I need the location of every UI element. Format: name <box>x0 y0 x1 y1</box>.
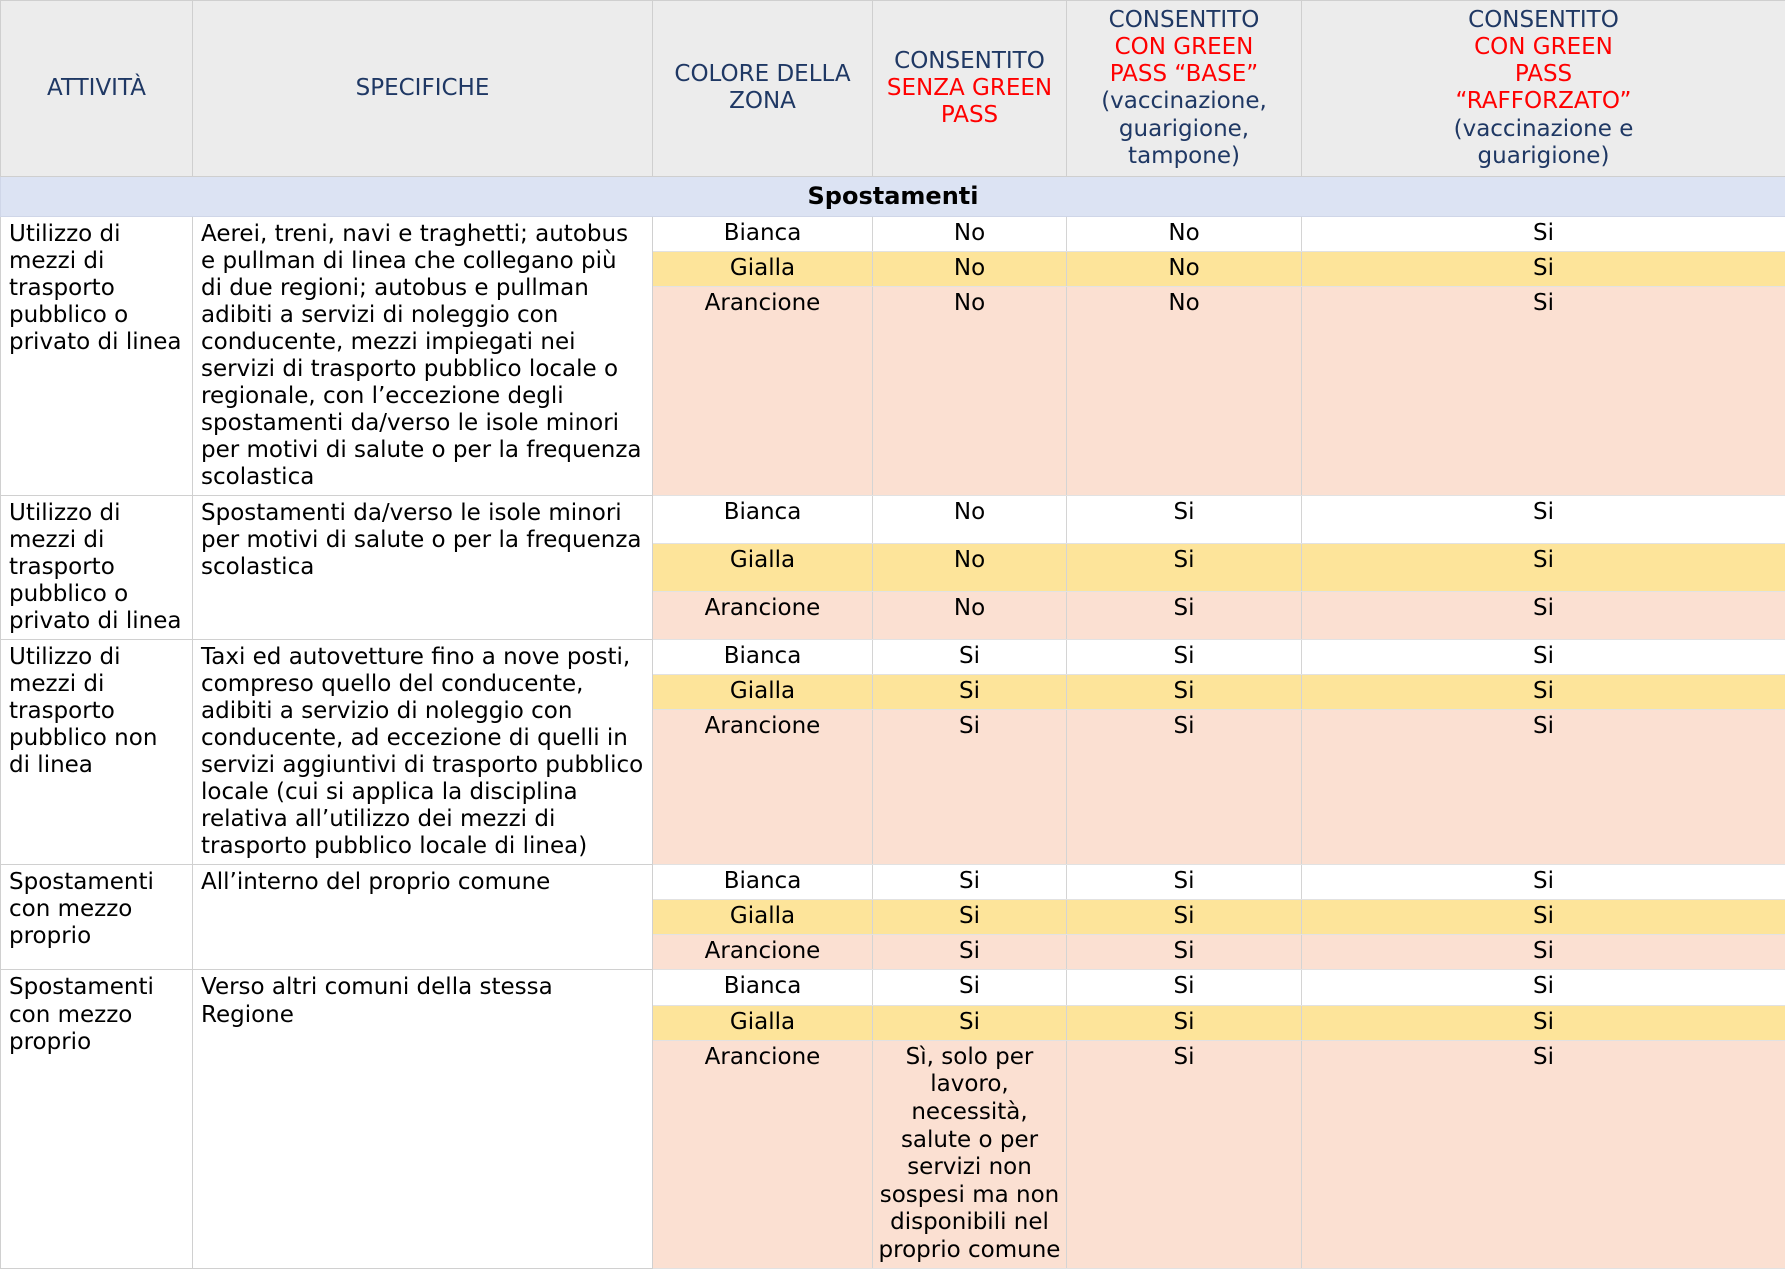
cell-green-pass-rafforzato: Si <box>1302 970 1785 1005</box>
header-line-rafforzato-6: guarigione) <box>1310 143 1777 170</box>
cell-green-pass-rafforzato: Si <box>1302 495 1785 543</box>
cell-zona: Arancione <box>653 935 873 970</box>
cell-green-pass-rafforzato: Si <box>1302 1040 1785 1269</box>
cell-zona: Arancione <box>653 710 873 865</box>
section-title: Spostamenti <box>1 176 1785 216</box>
cell-green-pass-rafforzato: Si <box>1302 675 1785 710</box>
cell-attivita: Spostamenti con mezzo proprio <box>1 970 193 1269</box>
cell-zona: Gialla <box>653 543 873 591</box>
table-row <box>1 639 1785 674</box>
cell-green-pass-rafforzato: Si <box>1302 710 1785 865</box>
cell-zona: Arancione <box>653 287 873 496</box>
cell-attivita: Utilizzo di mezzi di trasporto pubblico non di linea <box>1 639 193 864</box>
cell-specifiche: Spostamenti da/verso le isole minori per motivi di salute o per la frequenza scolastica <box>193 495 653 639</box>
cell-attivita: Utilizzo di mezzi di trasporto pubblico o privato di linea <box>1 495 193 639</box>
header-line-colore-2: ZONA <box>661 88 864 115</box>
cell-senza-green-pass: No <box>873 543 1067 591</box>
cell-senza-green-pass: No <box>873 287 1067 496</box>
header-line-base-5: guarigione, tampone) <box>1075 116 1293 170</box>
cell-senza-green-pass: Si <box>873 865 1067 900</box>
cell-senza-green-pass: No <box>873 591 1067 639</box>
cell-green-pass-rafforzato: Si <box>1302 251 1785 286</box>
cell-green-pass-base: Si <box>1067 1040 1302 1269</box>
header-line-senza-2: SENZA GREEN <box>881 75 1058 102</box>
cell-senza-green-pass: Si <box>873 675 1067 710</box>
cell-green-pass-rafforzato: Si <box>1302 543 1785 591</box>
cell-green-pass-rafforzato: Si <box>1302 287 1785 496</box>
cell-green-pass-base: Si <box>1067 710 1302 865</box>
cell-green-pass-base: Si <box>1067 495 1302 543</box>
column-header-green-pass-base <box>1067 1 1302 177</box>
column-header-specifiche <box>193 1 653 177</box>
cell-attivita: Utilizzo di mezzi di trasporto pubblico o privato di linea <box>1 216 193 495</box>
cell-green-pass-rafforzato: Si <box>1302 935 1785 970</box>
cell-attivita: Spostamenti con mezzo proprio <box>1 865 193 970</box>
header-line-base-1: CONSENTITO <box>1075 7 1293 34</box>
column-header-senza-green-pass <box>873 1 1067 177</box>
cell-senza-green-pass: Si <box>873 935 1067 970</box>
cell-zona: Bianca <box>653 495 873 543</box>
cell-senza-green-pass: Sì, solo per lavoro, necessità, salute o per servizi non sospesi ma non disponibili nel proprio comune <box>873 1040 1067 1269</box>
cell-green-pass-base: Si <box>1067 900 1302 935</box>
table-row <box>1 216 1785 251</box>
column-header-green-pass-rafforzato <box>1302 1 1785 177</box>
cell-green-pass-base: Si <box>1067 591 1302 639</box>
header-line-rafforzato-1: CONSENTITO <box>1310 7 1777 34</box>
cell-senza-green-pass: Si <box>873 900 1067 935</box>
header-label-attivita: ATTIVITÀ <box>47 75 146 101</box>
cell-senza-green-pass: Si <box>873 1005 1067 1040</box>
cell-green-pass-rafforzato: Si <box>1302 900 1785 935</box>
table-row <box>1 495 1785 543</box>
table-row <box>1 865 1785 900</box>
cell-zona: Arancione <box>653 591 873 639</box>
cell-specifiche: All’interno del proprio comune <box>193 865 653 970</box>
header-line-rafforzato-4: “RAFFORZATO” <box>1310 88 1777 115</box>
header-label-specifiche: SPECIFICHE <box>356 75 490 101</box>
cell-zona: Arancione <box>653 1040 873 1269</box>
header-line-base-4: (vaccinazione, <box>1075 88 1293 115</box>
cell-zona: Bianca <box>653 216 873 251</box>
cell-green-pass-rafforzato: Si <box>1302 216 1785 251</box>
cell-senza-green-pass: No <box>873 251 1067 286</box>
cell-green-pass-base: Si <box>1067 639 1302 674</box>
cell-zona: Bianca <box>653 865 873 900</box>
table-row <box>1 970 1785 1005</box>
cell-zona: Bianca <box>653 970 873 1005</box>
cell-green-pass-base: Si <box>1067 1005 1302 1040</box>
cell-green-pass-rafforzato: Si <box>1302 865 1785 900</box>
cell-zona: Gialla <box>653 675 873 710</box>
cell-specifiche: Aerei, treni, navi e traghetti; autobus e pullman di linea che collegano più di due regioni; autobus e pullman adibiti a servizi di noleggio con conducente, mezzi impiegati nei servizi di trasporto pubblico locale o regionale, con l’eccezione degli spostamenti da/verso le isole minori per motivi di salute o per la frequenza scolastica <box>193 216 653 495</box>
section-banner-row <box>1 176 1785 216</box>
column-header-attivita <box>1 1 193 177</box>
header-line-base-2: CON GREEN <box>1075 34 1293 61</box>
cell-green-pass-base: Si <box>1067 970 1302 1005</box>
cell-green-pass-base: No <box>1067 287 1302 496</box>
cell-green-pass-base: Si <box>1067 935 1302 970</box>
header-line-senza-3: PASS <box>881 102 1058 129</box>
cell-senza-green-pass: No <box>873 495 1067 543</box>
cell-specifiche: Verso altri comuni della stessa Regione <box>193 970 653 1269</box>
cell-zona: Gialla <box>653 251 873 286</box>
cell-green-pass-rafforzato: Si <box>1302 639 1785 674</box>
cell-senza-green-pass: No <box>873 216 1067 251</box>
header-line-senza-1: CONSENTITO <box>881 48 1058 75</box>
cell-green-pass-base: Si <box>1067 543 1302 591</box>
cell-specifiche: Taxi ed autovetture fino a nove posti, compreso quello del conducente, adibiti a servizio di noleggio con conducente, ad eccezione di quelli in servizi aggiuntivi di trasporto pubblico locale (cui si applica la disciplina relativa all’utilizzo dei mezzi di trasporto pubblico locale di linea) <box>193 639 653 864</box>
table-header-row <box>1 1 1785 177</box>
column-header-colore-zona <box>653 1 873 177</box>
cell-senza-green-pass: Si <box>873 970 1067 1005</box>
cell-green-pass-base: No <box>1067 216 1302 251</box>
cell-green-pass-base: Si <box>1067 865 1302 900</box>
header-line-rafforzato-5: (vaccinazione e <box>1310 116 1777 143</box>
header-line-rafforzato-3: PASS <box>1310 61 1777 88</box>
cell-zona: Bianca <box>653 639 873 674</box>
header-line-rafforzato-2: CON GREEN <box>1310 34 1777 61</box>
cell-green-pass-base: No <box>1067 251 1302 286</box>
cell-senza-green-pass: Si <box>873 639 1067 674</box>
cell-zona: Gialla <box>653 1005 873 1040</box>
cell-green-pass-rafforzato: Si <box>1302 1005 1785 1040</box>
cell-zona: Gialla <box>653 900 873 935</box>
cell-green-pass-base: Si <box>1067 675 1302 710</box>
header-line-colore-1: COLORE DELLA <box>661 61 864 88</box>
header-line-base-3: PASS “BASE” <box>1075 61 1293 88</box>
cell-green-pass-rafforzato: Si <box>1302 591 1785 639</box>
cell-senza-green-pass: Si <box>873 710 1067 865</box>
